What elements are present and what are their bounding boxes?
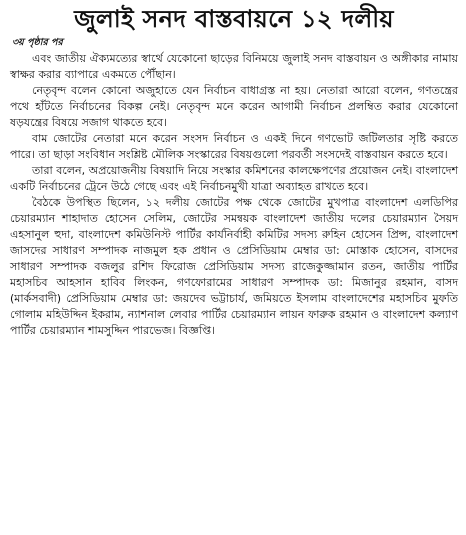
paragraph: এবং জাতীয় ঐক্যমত্যের স্বার্থে যেকোনো ছাড়ের বিনিময়ে জুলাই সনদ বাস্তবায়ন ও অঙ্গীকার নামায় স্বাক্ষর করার ব্যাপারে একমতে পৌঁছান। — [10, 52, 458, 81]
news-clipping — [0, 4, 466, 535]
continued-from-label: ৩য় পৃষ্ঠার পর — [12, 37, 63, 48]
paragraph: বাম জোটের নেতারা মনে করেন সংসদ নির্বাচন ও একই দিনে গণভোট জটিলতার সৃষ্টি করতে পারে। তা ছাড়া সংবিধান সংশ্লিষ্ট মৌলিক সংস্কারের বিষয়গুলো পরবর্তী সংসদেই বাস্তবায়ন করতে হবে। — [10, 132, 458, 161]
headline: জুলাই সনদ বাস্তবায়নে ১২ দলীয় — [74, 5, 394, 33]
paragraph: বৈঠকে উপস্থিত ছিলেন, ১২ দলীয় জোটের পক্ষ থেকে জোটের মুখপাত্র বাংলাদেশ এলডিপির চেয়ারম্যান শাহাদাত হোসেন সেলিম, জোটের সমন্বয়ক বাংলাদেশ জাতীয় দলের চেয়ারম্যান সৈয়দ এহসানুল হুদা, বাংলাদেশ কমিউনিস্ট পার্টির কার্যনির্বাহী কমিটির সদস্য রুহিন হোসেন প্রিন্স, বাংলাদেশ জাসদের সাধারণ সম্পাদক নাজমুল হক প্রধান ও প্রেসিডিয়াম মেম্বার ডা: মোস্তাক হোসেন, বাসদের সাধারণ সম্পাদক বজলুর রশিদ ফিরোজ প্রেসিডিয়াম সদস্য রাজেকুজ্জামান রতন, জাতীয় পার্টির মহাসচিব আহসান হাবিব লিংকন, গণফোরামের সাধারণ সম্পাদক ডা: মিজানুর রহমান, বাসদ (মার্কসবাদী) প্রেসিডিয়াম মেম্বার ডা: জয়দেব ভট্টাচার্য, জমিয়তে ইসলাম বাংলাদেশের মহাসচিব মুফতি গোলাম মহিউদ্দিন ইকরাম, ন্যাশনাল লেবার পার্টির চেয়ারম্যান লায়ন ফারুক রহমান ও বাংলাদেশ কল্যাণ পার্টির চেয়ারম্যান শামসুদ্দিন পারভেজ। বিজ্ঞপ্তি। — [10, 196, 458, 337]
paragraph: তারা বলেন, অপ্রয়োজনীয় বিষয়াদি নিয়ে সংস্কার কমিশনের কালক্ষেপণের প্রয়োজন নেই। বাংলাদেশ একটি নির্বাচনের ট্রেনে উঠে গেছে এবং এই নির্বাচনমুখী যাত্রা অব্যাহত রাখতে হবে। — [10, 164, 458, 193]
article-body — [10, 51, 458, 339]
paragraph: নেতৃবৃন্দ বলেন কোনো অজুহাতে যেন নির্বাচন বাধাগ্রস্ত না হয়। নেতারা আরো বলেন, গণতন্ত্রের পথে হাঁটতে নির্বাচনের বিকল্প নেই। নেতৃবৃন্দ মনে করেন আগামী নির্বাচন প্রলম্বিত করার যেকোনো ষড়যন্ত্রের বিষয়ে সজাগ থাকতে হবে। — [10, 84, 458, 129]
